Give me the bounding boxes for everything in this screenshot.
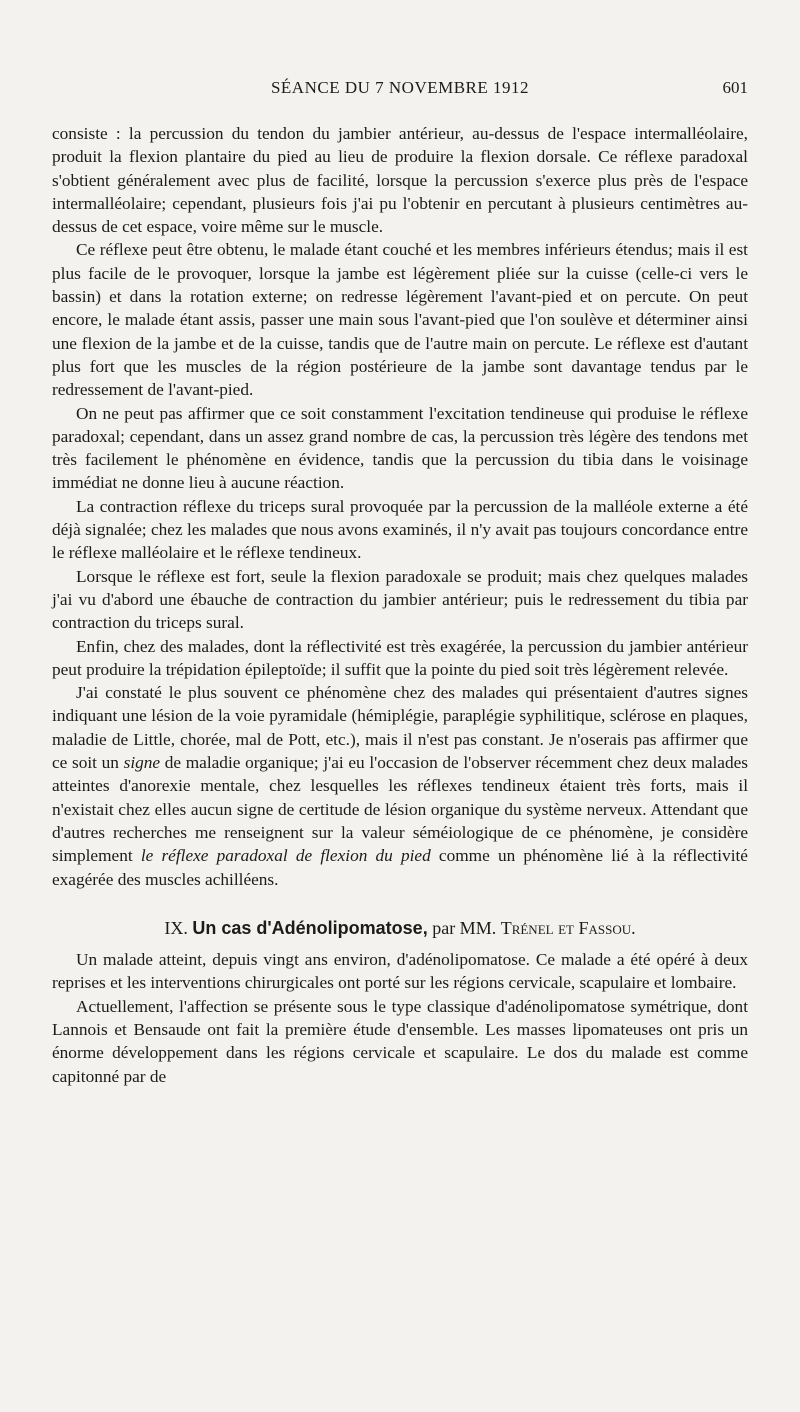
running-head-title: SÉANCE DU 7 NOVEMBRE 1912 (270, 78, 530, 97)
paragraph-with-italics (52, 681, 748, 891)
paragraph: Un malade atteint, depuis vingt ans environ, d'adénolipomatose. Ce malade a été opéré à deux reprises et les interventions chirurgicales ont porté sur les régions cervicale, scapulaire et lombaire. (52, 950, 748, 993)
text-segment: J'ai constaté le plus souvent ce phénomène chez des malades qui présentaient d'autres signes indiquant une lésion de la voie pyramidale (hémiplégie, paraplégie syphilitique, sclérose en plaques, maladie de Little, chorée, mal de Pott, etc.), mais il n'est pas constant. Je n'oserais pas affirmer que ce soit un (52, 683, 748, 773)
paragraph: La contraction réflexe du triceps sural provoquée par la percussion de la malléole externe a été déjà signalée; chez les malades que nous avons examinés, il n'y avait pas toujours concordance entre le réflexe malléolaire et le réflexe tendineux. (52, 496, 748, 563)
paragraph: On ne peut pas affirmer que ce soit constamment l'excitation tendineuse qui produise le réflexe paradoxal; cependant, dans un assez grand nombre de cas, la percussion très légère des tendons met très facilement le phénomène en évidence, tandis que la percussion du tibia dans le voisinage immédiat ne donne lieu à aucune réaction. (52, 403, 748, 493)
italic-term: signe (123, 753, 161, 773)
section-by: par MM. (432, 917, 497, 938)
paragraph: Actuellement, l'affection se présente sous le type classique d'adénolipomatose symétrique, dont Lannois et Bensaude ont fait la première étude d'ensemble. Les masses lipomateuses ont pris un énorme développement dans les régions cervicale et scapulaire. Le dos du malade est comme capitonné par de (52, 996, 748, 1086)
section-title: Un cas d'Adénolipomatose, (192, 917, 428, 938)
paragraph: consiste : la percussion du tendon du jambier antérieur, au-dessus de l'espace intermalléolaire, produit la flexion plantaire du pied au lieu de produire la flexion dorsale. Ce réflexe paradoxal s'obtient généralement avec plus de facilité, lorsque la percussion s'exerce plus près de l'espace intermalléolaire; cependant, plusieurs fois j'ai pu l'obtenir en percutant à plusieurs centimètres au-dessus de cet espace, voire même sur le muscle. (52, 124, 748, 237)
document-body (52, 122, 748, 1088)
section-numeral: IX. (164, 917, 188, 938)
paragraph: Ce réflexe peut être obtenu, le malade étant couché et les membres inférieurs étendus; mais il est plus facile de le provoquer, lorsque la jambe est légèrement pliée sur la cuisse (celle-ci vers le bassin) et dans la rotation externe; on redresse légèrement l'avant-pied et on percute. On peut encore, le malade étant assis, passer une main sous l'avant-pied que l'on soulève et déterminer ainsi une flexion de la jambe et de la cuisse, tandis que de l'autre main on percute. Le réflexe est d'autant plus fort que les muscles de la région postérieure de la jambe sont davantage tendus par le redressement de l'avant-pied. (52, 240, 748, 400)
paragraph: Lorsque le réflexe est fort, seule la flexion paradoxale se produit; mais chez quelques malades j'ai vu d'abord une ébauche de contraction du jambier antérieur; puis le redressement du tibia par contraction du triceps sural. (52, 566, 748, 633)
text-segment: comme un phénomène lié à la réflectivité exagérée des muscles achilléens. (52, 846, 748, 889)
italic-term: le réflexe paradoxal de flexion du pied (140, 846, 431, 866)
text-segment: de maladie organique; j'ai eu l'occasion de l'observer récemment chez deux malades atteintes d'anorexie mentale, chez lesquelles les réflexes tendineux étaient très forts, mais il n'existait chez elles aucun signe de certitude de lésion organique du système nerveux. Attendant que d'autres recherches me renseignent sur la valeur séméiologique de ce phénomène, je considère simplement (52, 753, 749, 866)
section-authors: Trénel et Fassou. (500, 917, 636, 938)
page-number: 601 (722, 78, 748, 97)
section-heading (52, 917, 748, 940)
paragraph: Enfin, chez des malades, dont la réflectivité est très exagérée, la percussion du jambier antérieur peut produire la trépidation épileptoïde; il suffit que la pointe du pied soit très légèrement relevée. (52, 636, 748, 679)
running-head (52, 78, 748, 104)
